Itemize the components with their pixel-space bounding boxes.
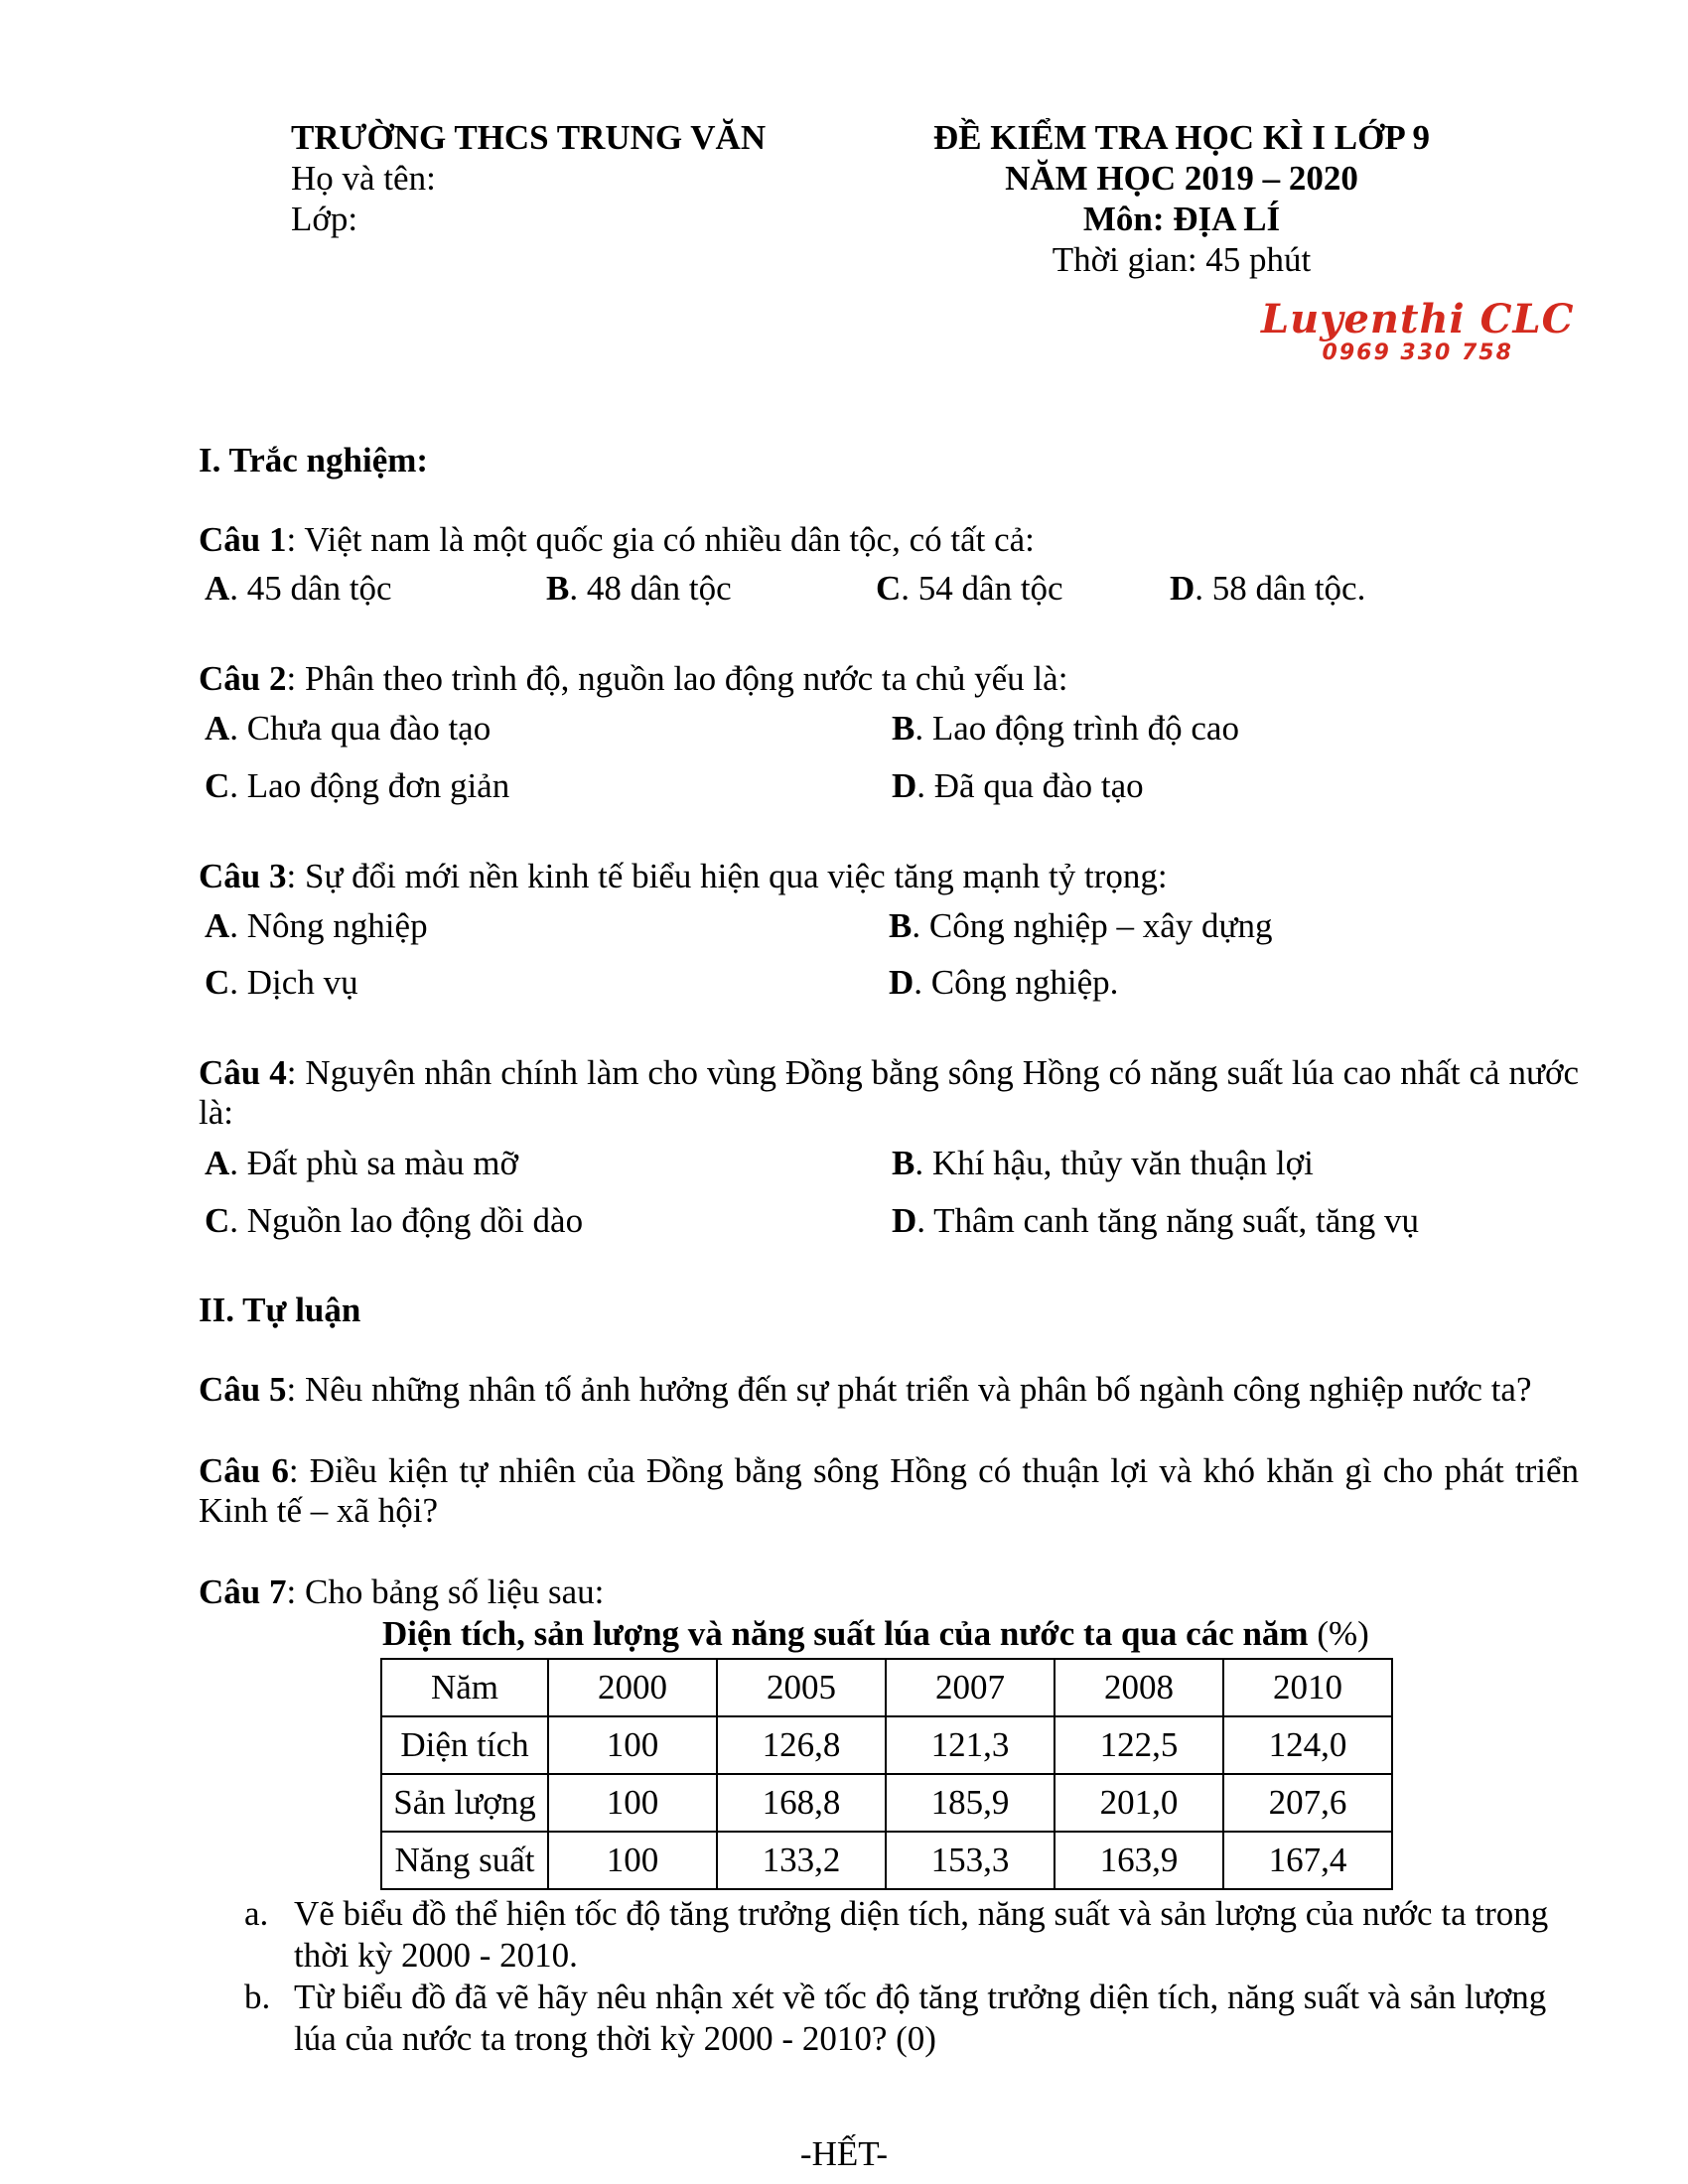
- table-title: Diện tích, sản lượng và năng suất lúa của nước ta qua các năm (%): [382, 1614, 1369, 1653]
- q1-option-b: B. 48 dân tộc: [546, 569, 732, 608]
- question-6: Câu 6: Điều kiện tự nhiên của Đồng bằng sông Hồng có thuận lợi và khó khăn gì cho phát triển Kinh tế – xã hội?: [199, 1451, 1579, 1530]
- table-row: [381, 1716, 1392, 1774]
- q1-option-c: C. 54 dân tộc: [876, 569, 1063, 608]
- question-2: Câu 2: Phân theo trình độ, nguồn lao động nước ta chủ yếu là:: [199, 659, 1068, 698]
- question-7: Câu 7: Cho bảng số liệu sau:: [199, 1572, 605, 1611]
- table-header-cell: 2007: [886, 1659, 1055, 1716]
- header-right: [874, 117, 1489, 280]
- task-b-line-1: Từ biểu đồ đã vẽ hãy nêu nhận xét về tốc độ tăng trưởng diện tích, năng suất và sản lượng: [294, 1978, 1547, 2016]
- q4-option-c: C. Nguồn lao động dồi dào: [205, 1201, 584, 1240]
- table-cell: 124,0: [1223, 1716, 1392, 1774]
- q4-option-b: B. Khí hậu, thủy văn thuận lợi: [892, 1144, 1314, 1182]
- logo-phone: 0969 330 758: [1322, 341, 1513, 365]
- table-cell: 121,3: [886, 1716, 1055, 1774]
- q3-option-d: D. Công nghiệp.: [889, 963, 1119, 1002]
- duration: Thời gian: 45 phút: [1052, 240, 1312, 279]
- table-cell: 122,5: [1055, 1716, 1223, 1774]
- section-2-title: II. Tự luận: [199, 1291, 361, 1329]
- logo-text: Luyenthi CLC: [1261, 296, 1575, 342]
- task-b-marker: b.: [244, 1978, 271, 2016]
- q1-option-a: A. 45 dân tộc: [205, 569, 392, 608]
- q2-option-b: B. Lao động trình độ cao: [892, 709, 1239, 748]
- table-cell: 126,8: [717, 1716, 886, 1774]
- q4-option-d: D. Thâm canh tăng năng suất, tăng vụ: [892, 1201, 1420, 1240]
- table-cell: Sản lượng: [381, 1774, 548, 1832]
- table-cell: 163,9: [1055, 1832, 1223, 1889]
- class-label: Lớp:: [291, 200, 358, 238]
- table-header-cell: Năm: [381, 1659, 548, 1716]
- table-cell: Năng suất: [381, 1832, 548, 1889]
- q2-option-d: D. Đã qua đào tạo: [892, 766, 1144, 805]
- subject: Môn: ĐỊA LÍ: [1082, 200, 1281, 238]
- section-1-title: I. Trắc nghiệm:: [199, 441, 429, 479]
- q3-option-b: B. Công nghiệp – xây dựng: [889, 906, 1273, 945]
- end-marker: -HẾT-: [799, 2134, 889, 2173]
- q3-option-a: A. Nông nghiệp: [205, 906, 428, 945]
- table-cell: 100: [548, 1832, 717, 1889]
- q2-option-a: A. Chưa qua đào tạo: [205, 709, 492, 748]
- brand-logo: [1261, 298, 1574, 365]
- school-year: NĂM HỌC 2019 – 2020: [1005, 159, 1358, 198]
- question-1: Câu 1: Việt nam là một quốc gia có nhiều dân tộc, có tất cả:: [199, 520, 1035, 559]
- task-a-marker: a.: [244, 1894, 269, 1933]
- q1-option-d: D. 58 dân tộc.: [1170, 569, 1366, 608]
- task-a-line-2: thời kỳ 2000 - 2010.: [294, 1936, 578, 1975]
- table-cell: 100: [548, 1774, 717, 1832]
- table-cell: 153,3: [886, 1832, 1055, 1889]
- table-cell: 100: [548, 1716, 717, 1774]
- table-header-cell: 2010: [1223, 1659, 1392, 1716]
- school-name: TRƯỜNG THCS TRUNG VĂN: [291, 118, 767, 157]
- table-cell: 201,0: [1055, 1774, 1223, 1832]
- task-a-line-1: Vẽ biểu đồ thể hiện tốc độ tăng trưởng diện tích, năng suất và sản lượng của nước ta trong: [294, 1894, 1549, 1933]
- q4-option-a: A. Đất phù sa màu mỡ: [205, 1144, 518, 1182]
- table-cell: 168,8: [717, 1774, 886, 1832]
- table-header-row: [381, 1659, 1392, 1716]
- q3-option-c: C. Dịch vụ: [205, 963, 358, 1002]
- header-left: [291, 117, 766, 239]
- task-b-line-2: lúa của nước ta trong thời kỳ 2000 - 2010? (0): [294, 2019, 936, 2058]
- table-cell: 167,4: [1223, 1832, 1392, 1889]
- table-cell: 207,6: [1223, 1774, 1392, 1832]
- table-header-cell: 2000: [548, 1659, 717, 1716]
- table-cell: Diện tích: [381, 1716, 548, 1774]
- data-table: [380, 1658, 1393, 1890]
- question-5: Câu 5: Nêu những nhân tố ảnh hưởng đến sự phát triển và phân bố ngành công nghiệp nước ta?: [199, 1370, 1532, 1409]
- table-header-cell: 2005: [717, 1659, 886, 1716]
- question-3: Câu 3: Sự đổi mới nền kinh tế biểu hiện qua việc tăng mạnh tỷ trọng:: [199, 857, 1168, 895]
- table-row: [381, 1832, 1392, 1889]
- exam-title: ĐỀ KIỂM TRA HỌC KÌ I LỚP 9: [932, 118, 1431, 157]
- table-cell: 185,9: [886, 1774, 1055, 1832]
- table-row: [381, 1774, 1392, 1832]
- q2-option-c: C. Lao động đơn giản: [205, 766, 510, 805]
- question-4: Câu 4: Nguyên nhân chính làm cho vùng Đồng bằng sông Hồng có năng suất lúa cao nhất cả nước là:: [199, 1053, 1580, 1132]
- table-cell: 133,2: [717, 1832, 886, 1889]
- student-name-label: Họ và tên:: [291, 159, 436, 198]
- table-header-cell: 2008: [1055, 1659, 1223, 1716]
